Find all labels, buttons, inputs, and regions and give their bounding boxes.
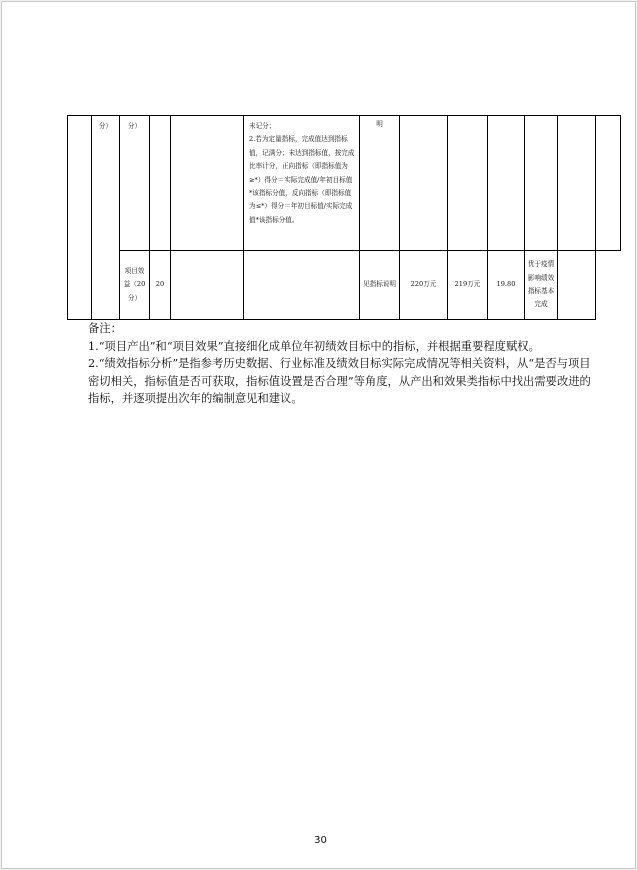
table-cell (171, 116, 244, 251)
table-cell (558, 116, 596, 251)
table-cell (596, 116, 621, 251)
performance-table (67, 115, 621, 320)
table-cell: 明 (360, 116, 400, 251)
table-cell (488, 116, 525, 251)
notes-section (88, 320, 598, 408)
note-item: 1.“项目产出”和“项目效果”直接细化成单位年初绩效目标中的指标，并根据重要程度赋权。 (88, 339, 540, 353)
table-cell (68, 116, 92, 320)
note-item: 2.“绩效指标分析”是指参考历史数据、行业标准及绩效目标实际完成情况等相关资料，从“是否与项目密切相关，指标值是否可获取，指标值设置是否合理”等角度，从产出和效果类指标中找出需要改进的指标，并逐项提出次年的编制意见和建议。 (88, 357, 591, 405)
table-cell: 分） (120, 116, 150, 251)
table-row (68, 116, 621, 251)
document-page (1, 1, 636, 869)
table-cell (525, 116, 558, 251)
table-cell (400, 116, 448, 251)
scoring-method-cell: 未记分； 2.若为定量指标，完成值达到指标值，记满分；未达到指标值，按完成比率计分，正向指标（即指标值为≥*）得分＝实际完成值/年初目标值*该指标分值，反向指标（即指标值为≤*）得分＝年初目标值/实际完成值*该指标分值。 (244, 116, 360, 251)
target-value-cell: 220万元 (400, 251, 448, 320)
table-cell (448, 116, 488, 251)
table-cell (171, 251, 244, 320)
notes-heading: 备注： (88, 322, 122, 335)
table-cell (150, 116, 171, 251)
page-number: 30 (314, 835, 327, 846)
points-cell: 19.80 (488, 251, 525, 320)
table-cell (244, 251, 360, 320)
table-cell (558, 251, 596, 320)
indicator-note-cell: 见指标说明 (360, 251, 400, 320)
table-cell: 分） (92, 116, 120, 320)
category-cell: 项目效益（20分） (120, 251, 150, 320)
score-cell: 20 (150, 251, 171, 320)
table-row (68, 251, 621, 320)
actual-value-cell: 219万元 (448, 251, 488, 320)
remark-cell: 优于疫情影响绩效指标基本完成 (525, 251, 558, 320)
